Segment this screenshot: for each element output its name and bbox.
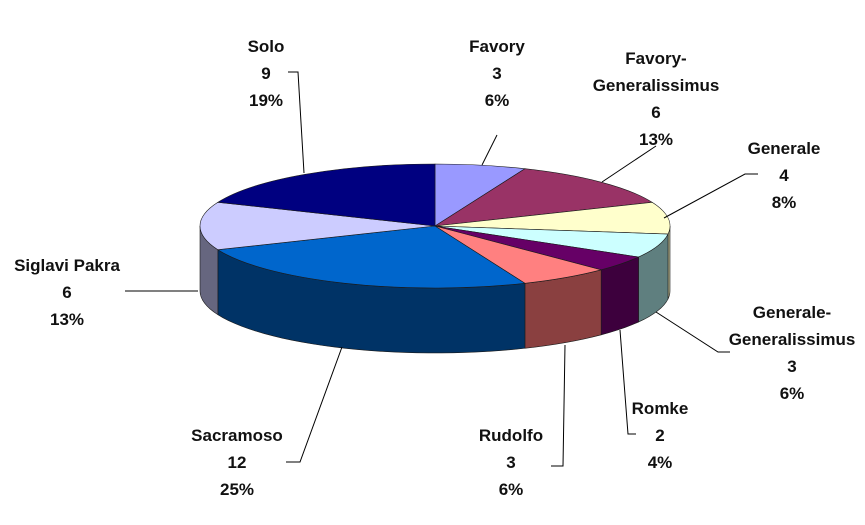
data-label-rudolfo: Rudolfo 3 6% [478, 426, 544, 499]
leader-line-generale-generalissimus [656, 312, 730, 352]
data-label-favory: Favory 3 6% [469, 37, 525, 110]
pie-side-romke [601, 257, 638, 335]
leader-line-sacramoso [286, 347, 342, 462]
leader-line-favory [482, 135, 497, 165]
leader-line-rudolfo [551, 345, 565, 466]
pie-side-generale [668, 226, 670, 299]
leader-line-generale [664, 174, 758, 218]
data-label-solo: Solo 9 19% [247, 37, 285, 110]
data-label-generale: Generale 4 8% [747, 139, 821, 212]
leader-line-romke [620, 330, 636, 434]
data-label-sacramoso: Sacramoso 12 25% [191, 426, 283, 499]
data-label-favory-generalissimus: Favory-Generalissimus 6 13% [592, 49, 720, 149]
data-label-generale-generalissimus: Generale-Generalissimus 3 6% [728, 303, 856, 403]
data-label-romke: Romke 2 4% [631, 399, 689, 472]
leader-line-solo [288, 72, 304, 173]
data-label-siglavi-pakra: Siglavi Pakra 6 13% [14, 256, 120, 329]
leader-line-favory-generalissimus [602, 146, 656, 182]
pie-tops [200, 164, 670, 288]
